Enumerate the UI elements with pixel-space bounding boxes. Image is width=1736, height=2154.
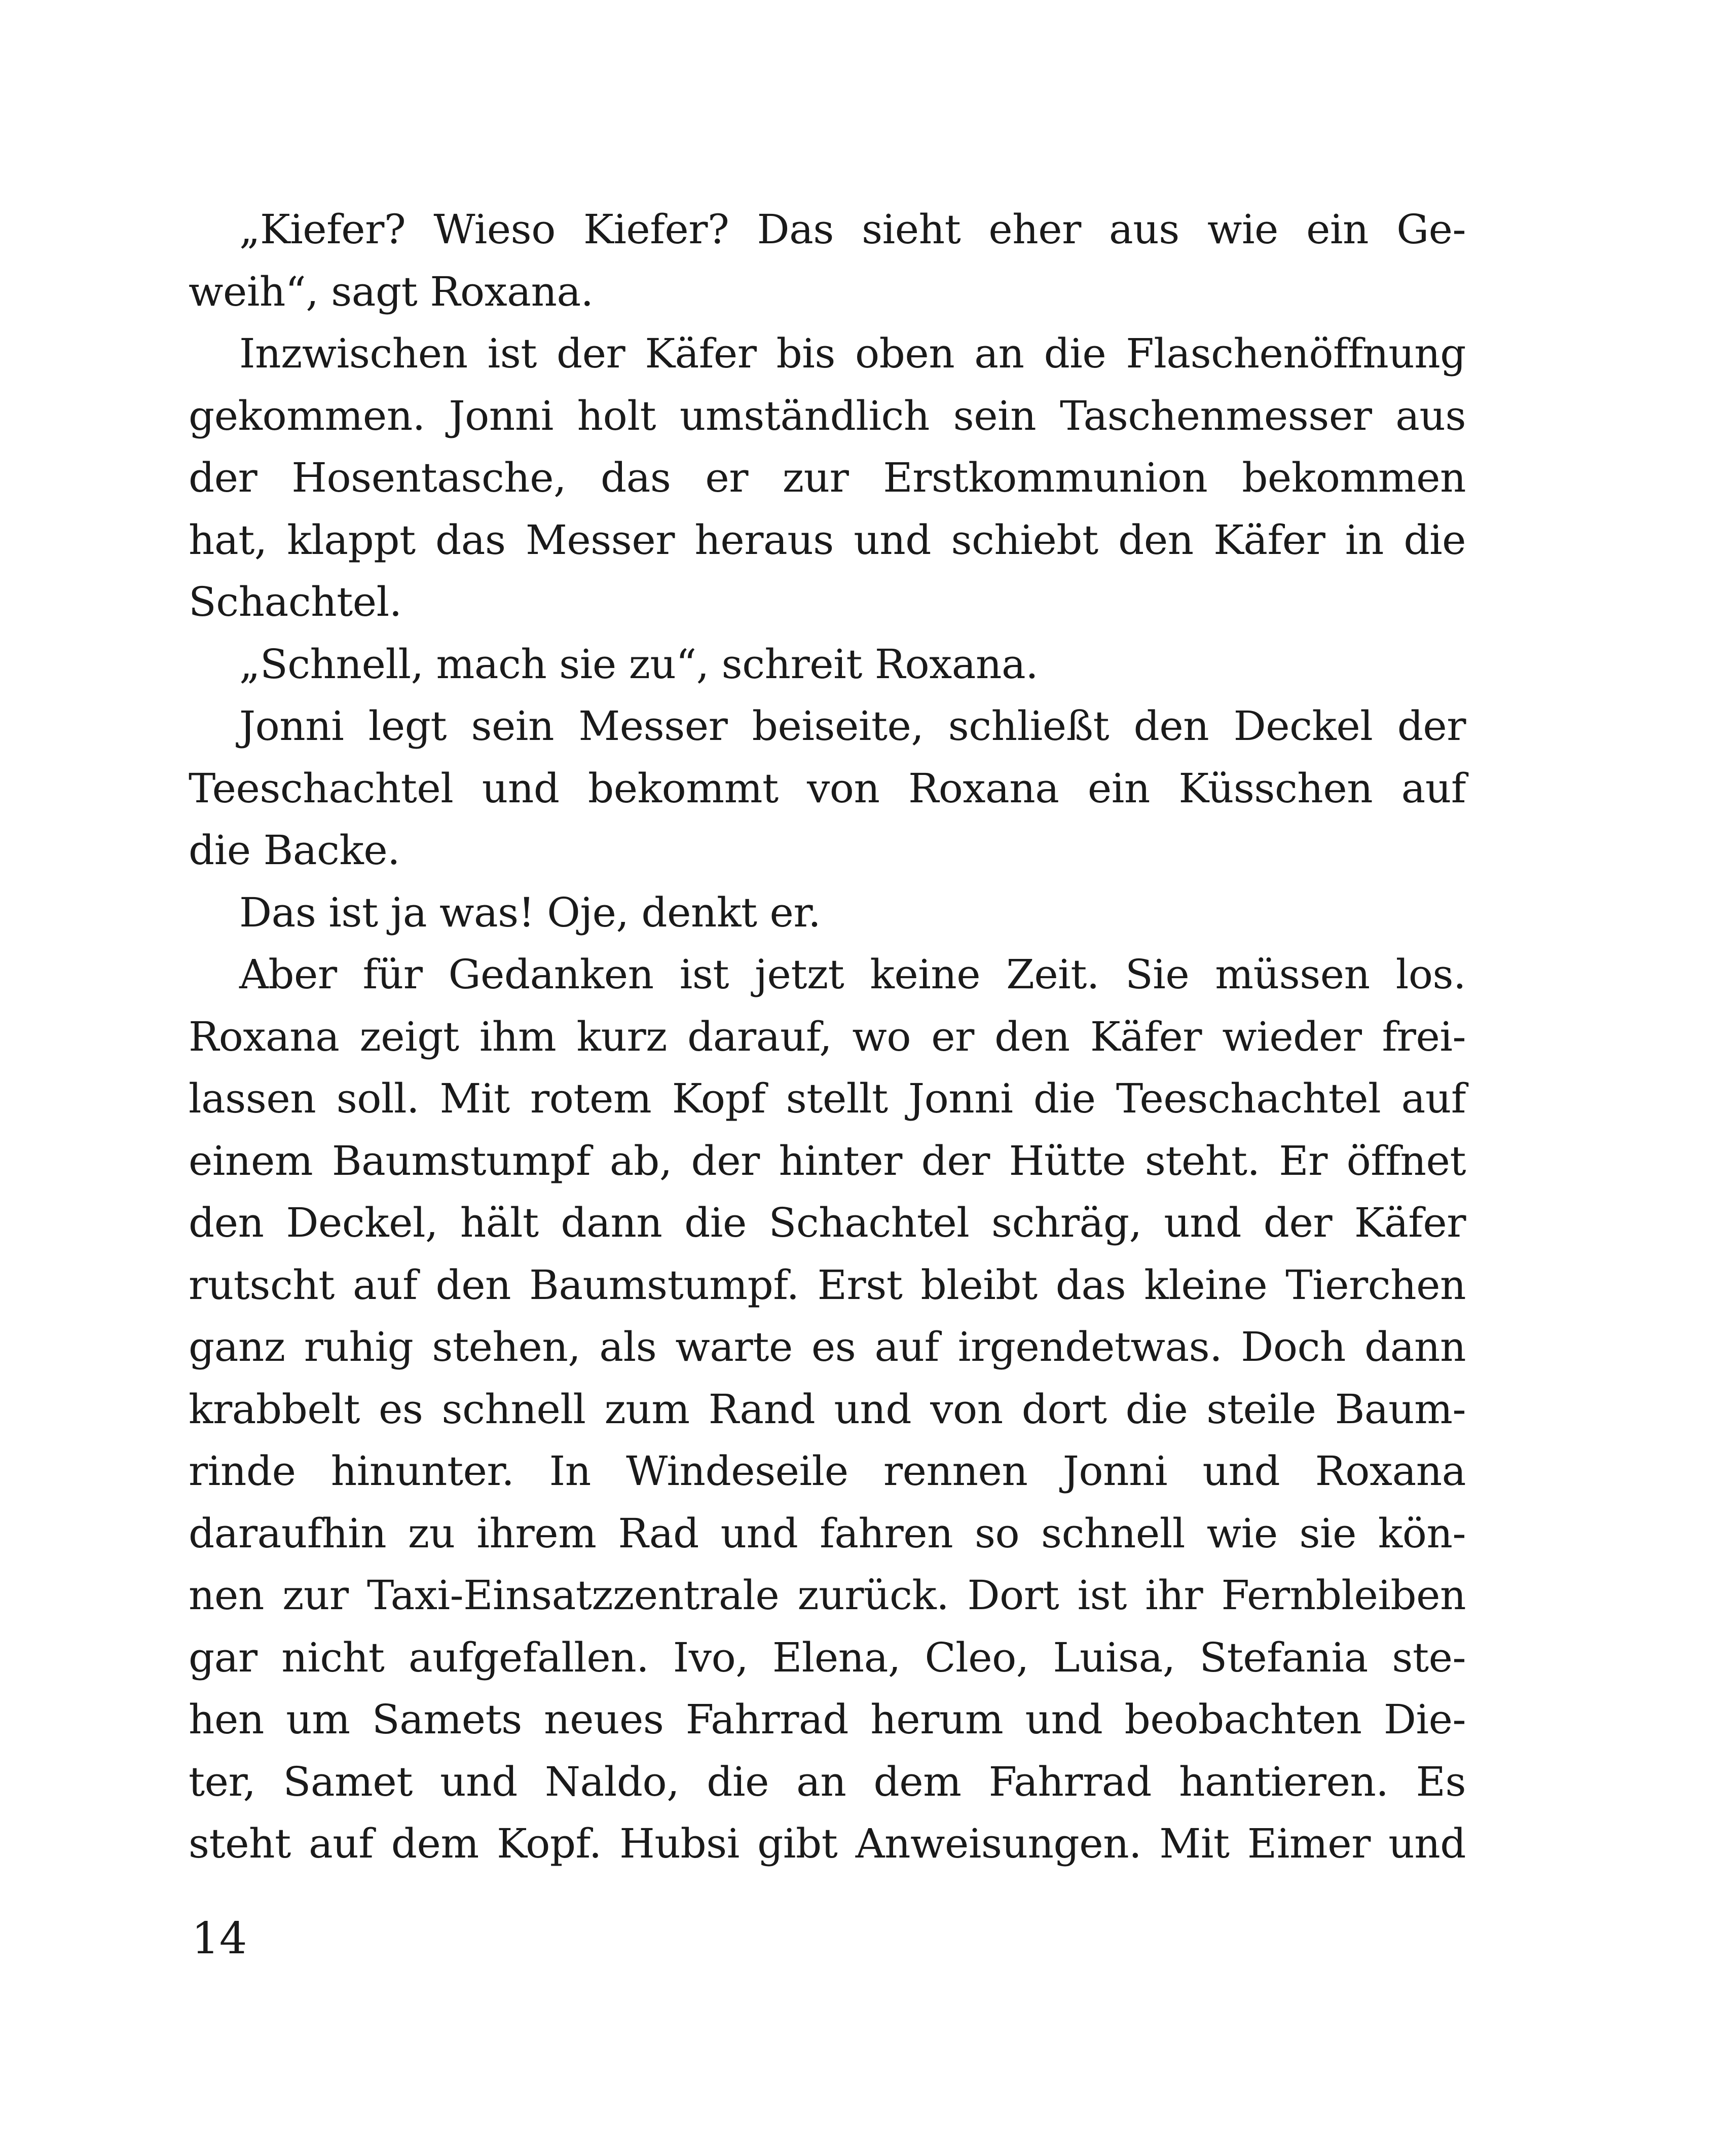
text-line: ter, Samet und Naldo, die an dem Fahrrad hantieren. Es (189, 1758, 1466, 1805)
text-line: nen zur Taxi-Einsatzzentrale zurück. Dort ist ihr Fernbleiben (189, 1572, 1466, 1619)
text-line: rutscht auf den Baumstumpf. Erst bleibt das kleine Tierchen (189, 1261, 1466, 1309)
page-number: 14 (192, 1913, 247, 1964)
text-line: gar nicht aufgefallen. Ivo, Elena, Cleo, Luisa, Stefania ste- (189, 1633, 1466, 1681)
text-line: der Hosentasche, das er zur Erstkommunion bekommen (189, 454, 1466, 501)
text-line: „Schnell, mach sie zu“, schreit Roxana. (239, 640, 1039, 688)
text-line: steht auf dem Kopf. Hubsi gibt Anweisungen. Mit Eimer und (189, 1820, 1466, 1867)
text-line: hen um Samets neues Fahrrad herum und beobachten Die- (189, 1696, 1466, 1743)
text-line: rinde hinunter. In Windeseile rennen Jonni und Roxana (189, 1447, 1466, 1495)
text-line: Aber für Gedanken ist jetzt keine Zeit. Sie müssen los. (239, 951, 1466, 998)
text-line: daraufhin zu ihrem Rad und fahren so schnell wie sie kön- (189, 1509, 1466, 1557)
text-line: krabbelt es schnell zum Rand und von dort die steile Baum- (189, 1385, 1466, 1433)
text-line: gekommen. Jonni holt umständlich sein Taschenmesser aus (189, 392, 1466, 439)
text-line: Das ist ja was! Oje, denkt er. (239, 888, 821, 936)
body-text (189, 199, 1466, 1875)
text-line: weih“, sagt Roxana. (189, 268, 594, 315)
text-line: Schachtel. (189, 578, 402, 625)
text-line: Jonni legt sein Messer beiseite, schließt den Deckel der (239, 702, 1466, 750)
text-line: Teeschachtel und bekommt von Roxana ein Küsschen auf (189, 764, 1466, 812)
text-line: lassen soll. Mit rotem Kopf stellt Jonni die Teeschachtel auf (189, 1075, 1466, 1122)
text-line: Inzwischen ist der Käfer bis oben an die Flaschenöffnung (239, 330, 1466, 377)
text-line: hat, klappt das Messer heraus und schiebt den Käfer in die (189, 516, 1466, 564)
text-line: den Deckel, hält dann die Schachtel schräg, und der Käfer (189, 1199, 1466, 1246)
text-line: Roxana zeigt ihm kurz darauf, wo er den Käfer wieder frei- (189, 1013, 1466, 1060)
text-line: die Backe. (189, 827, 400, 874)
text-line: einem Baumstumpf ab, der hinter der Hütte steht. Er öffnet (189, 1137, 1466, 1184)
text-line: ganz ruhig stehen, als warte es auf irgendetwas. Doch dann (189, 1323, 1466, 1370)
text-line: „Kiefer? Wieso Kiefer? Das sieht eher aus wie ein Ge- (239, 206, 1466, 253)
